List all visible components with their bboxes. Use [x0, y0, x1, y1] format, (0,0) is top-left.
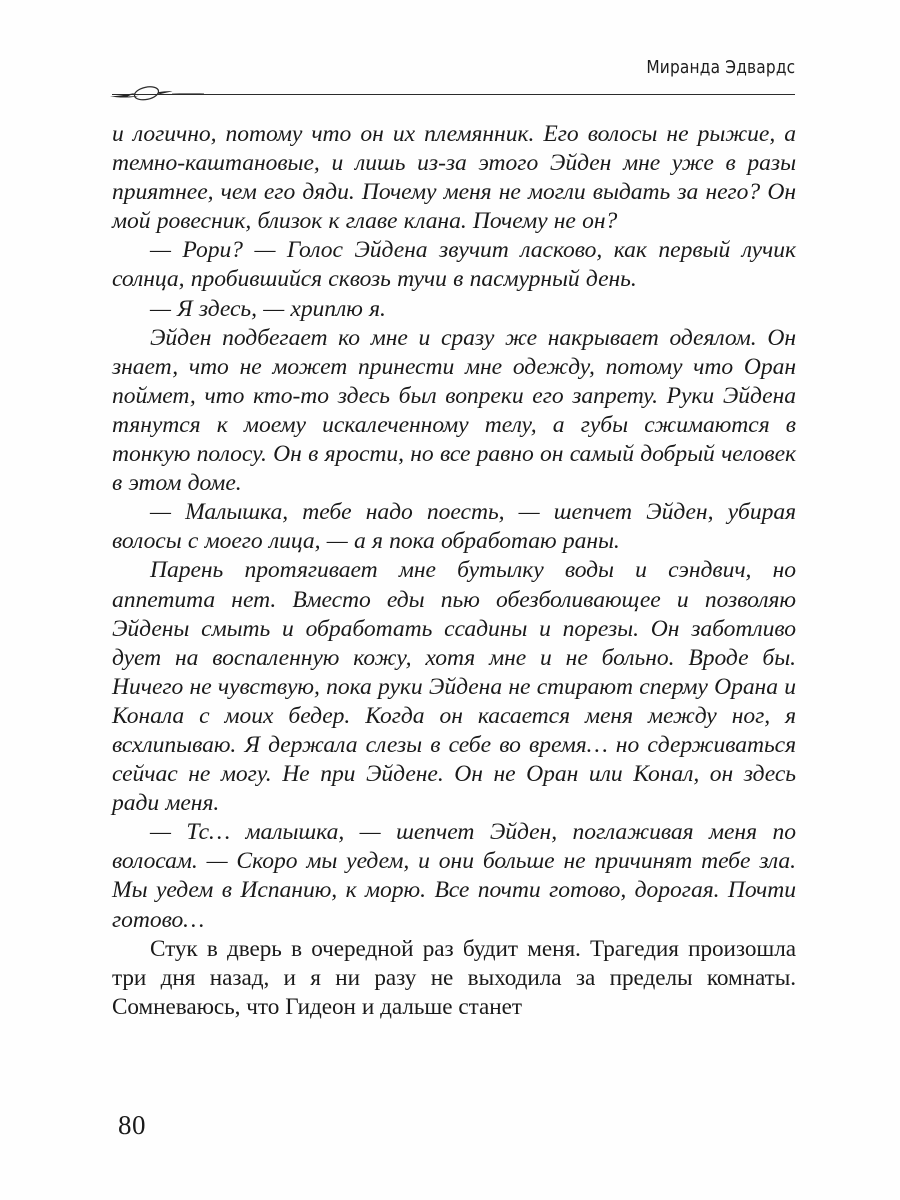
leaf-flourish-ornament	[108, 80, 204, 108]
page-number: 80	[118, 1110, 146, 1140]
paragraph: — Я здесь, — хриплю я.	[150, 295, 386, 322]
body-text	[112, 120, 796, 1022]
paragraph: Парень протягивает мне бутылку воды и сэндвич, но аппетита нет. Вместо еды пью обезболивающее и позволяю Эйдены смыть и обработать ссадины и порезы. Он заботливо дует на воспаленную кожу, хотя мне и не больно. Вроде бы. Ничего не чувствую, пока руки Эйдена не стирают сперму Орана и Конала с моих бедер. Когда он касается меня между ног, я всхлипываю. Я держала слезы в себе во время… но сдерживаться сейчас не могу. Не при Эйдене. Он не Оран или Конал, он здесь ради меня.	[112, 557, 796, 817]
paragraph: — Рори? — Голос Эйдена звучит ласково, как первый лучик солнца, пробившийся сквозь тучи в пасмурный день.	[112, 237, 796, 293]
paragraph: — Тс… малышка, — шепчет Эйден, поглаживая меня по волосам. — Скоро мы уедем, и они больше не причинят тебе зла. Мы уедем в Испанию, к морю. Все почти готово, дорогая. Почти готово…	[112, 819, 796, 933]
paragraph: Эйден подбегает ко мне и сразу же накрывает одеялом. Он знает, что не может принести мне одежду, потому что Оран поймет, что кто-то здесь был вопреки его запрету. Руки Эйдена тянутся к моему искалеченному телу, а губы сжимаются в тонкую полосу. Он в ярости, но все равно он самый добрый человек в этом доме.	[112, 324, 796, 497]
running-head-author: Миранда Эдвардс	[645, 58, 795, 78]
running-head	[112, 58, 795, 98]
header-rule	[112, 94, 795, 95]
paragraph: Стук в дверь в очередной раз будит меня. Трагедия произошла три дня назад, и я ни разу не выходила за пределы комнаты. Сомневаюсь, что Гидеон и дальше станет	[112, 935, 796, 1020]
paragraph: и логично, потому что он их племянник. Его волосы не рыжие, а темно-каштановые, и лишь из-за этого Эйден мне уже в разы приятнее, чем его дяди. Почему меня не могли выдать за него? Он мой ровесник, близок к главе клана. Почему не он?	[112, 121, 796, 235]
paragraph: — Малышка, тебе надо поесть, — шепчет Эйден, убирая волосы с моего лица, — а я пока обработаю раны.	[112, 499, 796, 555]
